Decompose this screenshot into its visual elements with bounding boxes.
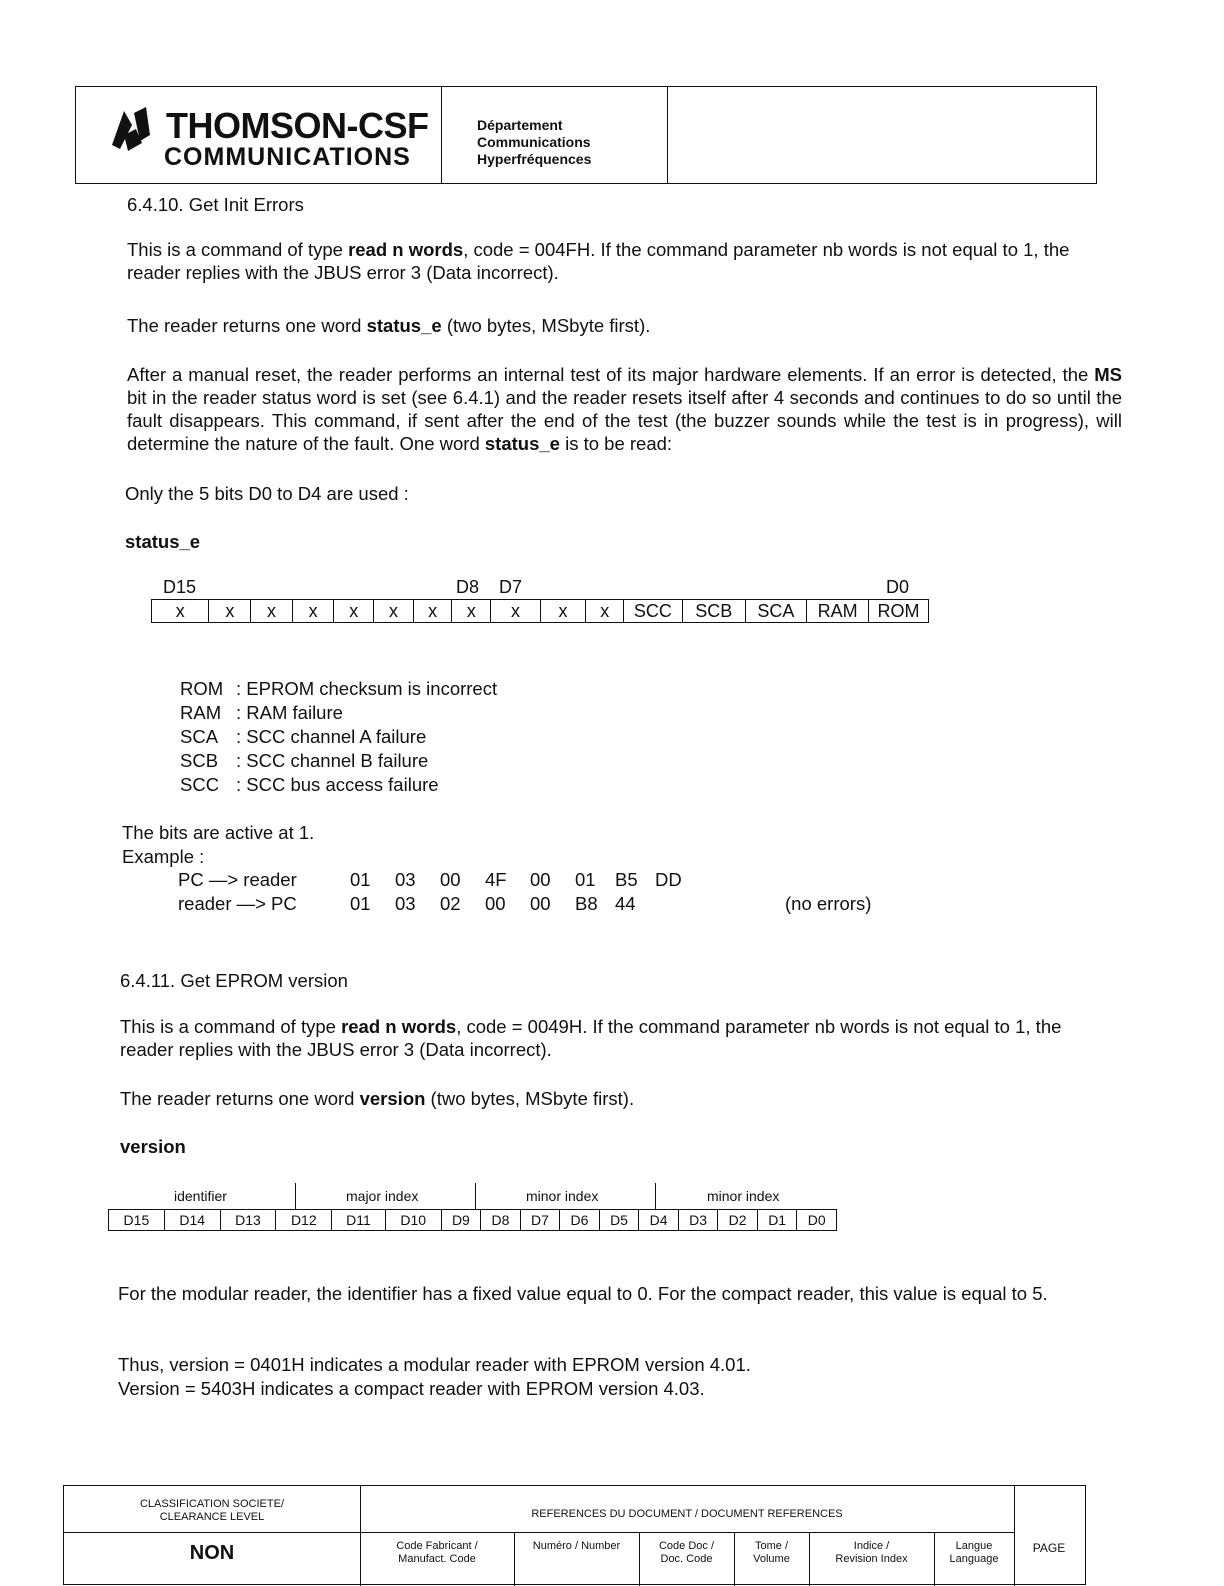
document-footer: [63, 1485, 1086, 1585]
department-line: Communications: [477, 134, 591, 150]
bold-text: read n words: [341, 1016, 457, 1037]
bit-cell: D13: [220, 1210, 276, 1231]
label-line: Doc. Code: [660, 1553, 713, 1565]
legend-code: SCA: [180, 726, 219, 747]
label-line: Code Fabricant /: [396, 1540, 478, 1552]
group-divider: [475, 1183, 476, 1209]
classification-value: NON: [189, 1542, 235, 1564]
bit-cell: D4: [639, 1210, 679, 1231]
byte-cell: [655, 892, 785, 916]
bold-text: status_e: [366, 315, 442, 336]
column-label: [934, 1540, 1014, 1566]
text: The reader returns one word: [127, 315, 367, 336]
byte-cell: 00: [485, 893, 506, 914]
legend-row: [180, 749, 497, 773]
paragraph: Thus, version = 0401H indicates a modular reader with EPROM version 4.01.: [118, 1354, 751, 1375]
bit-cell: D7: [520, 1210, 560, 1231]
bit-cell: D11: [332, 1210, 386, 1231]
register-name: version: [120, 1136, 186, 1157]
bit-cell: x: [334, 600, 374, 623]
bit-marker: D7: [499, 577, 523, 597]
bit-cell: x: [374, 600, 414, 623]
column-label: [514, 1540, 639, 1553]
legend-code: SCC: [180, 774, 220, 795]
legend-desc: : SCC bus access failure: [236, 774, 439, 795]
bit-cell: D1: [757, 1210, 797, 1231]
bit-cell: x: [491, 600, 541, 623]
paragraph: Version = 5403H indicates a compact reader with EPROM version 4.03.: [118, 1378, 705, 1399]
paragraph: [127, 238, 1122, 284]
bit-marker: D0: [886, 577, 910, 597]
bit-cell: D0: [797, 1210, 837, 1231]
bold-text: version: [359, 1088, 426, 1109]
page-label: PAGE: [1032, 1541, 1066, 1555]
column-label: [809, 1540, 934, 1566]
department-text: [477, 117, 591, 168]
section-heading: 6.4.11. Get EPROM version: [120, 970, 348, 991]
bit-cell: D3: [678, 1210, 718, 1231]
bit-cell: x: [152, 600, 209, 623]
label-line: Code Doc /: [658, 1540, 715, 1552]
bit-cell: D2: [718, 1210, 758, 1231]
table-row: [152, 600, 929, 623]
text: (two bytes, MSbyte first).: [425, 1088, 635, 1109]
bit-cell: x: [251, 600, 293, 623]
legend-desc: : EPROM checksum is incorrect: [236, 678, 498, 699]
group-divider: [295, 1183, 296, 1209]
label-line: Indice /: [853, 1540, 890, 1552]
byte-cell: 00: [530, 869, 551, 890]
group-divider: [655, 1183, 656, 1209]
bit-cell: D8: [481, 1210, 521, 1231]
divider: [360, 1486, 361, 1586]
bold-text: MS: [1094, 364, 1122, 385]
note-cell: (no errors): [785, 893, 872, 914]
label-line: Manufact. Code: [398, 1553, 476, 1565]
classification-label: [64, 1498, 360, 1524]
legend-row: [180, 773, 497, 797]
bit-cell: D10: [385, 1210, 441, 1231]
bit-cell: x: [292, 600, 334, 623]
byte-cell: 00: [530, 893, 551, 914]
references-title: REFERENCES DU DOCUMENT / DOCUMENT REFERENCES: [531, 1508, 843, 1520]
byte-cell: 00: [440, 869, 461, 890]
label-line: CLEARANCE LEVEL: [159, 1511, 265, 1523]
column-label: [360, 1540, 514, 1566]
group-label: major index: [346, 1188, 419, 1204]
legend-row: [180, 677, 497, 701]
divider: [1014, 1486, 1015, 1586]
group-label: minor index: [526, 1188, 599, 1204]
note-cell: [785, 868, 871, 892]
company-name: THOMSON-CSF: [166, 105, 429, 146]
department-line: Département: [477, 117, 563, 133]
register-name: status_e: [125, 531, 201, 552]
text: , code = 0049H. If the command parameter nb words is not equal to 1, the reader replies with the JBUS error 3 (Data incorrect).: [120, 1016, 1062, 1060]
bold-text: read n words: [348, 239, 464, 260]
paragraph: [127, 363, 1122, 455]
bit-marker: D15: [163, 577, 197, 597]
bit-cell: D9: [441, 1210, 481, 1231]
byte-cell: 44: [615, 893, 636, 914]
legend-code: ROM: [180, 678, 224, 699]
status-e-register-table: [151, 599, 929, 623]
paragraph: The bits are active at 1.: [122, 822, 315, 843]
bit-cell: D6: [560, 1210, 600, 1231]
byte-cell: 4F: [485, 869, 507, 890]
byte-cell: 03: [395, 869, 416, 890]
bit-cell: x: [540, 600, 586, 623]
company-logo-block: [76, 87, 442, 183]
text: bit in the reader status word is set (see 6.4.1) and the reader resets itself after 4 seconds and continues to do so until the fault disappears. This command, if sent after the end of the test (the buzzer sounds while the test is in progress), will determine the nature of the fault. One word: [127, 387, 1122, 454]
document-header: [75, 86, 1097, 184]
bit-cell: x: [209, 600, 251, 623]
text: This is a command of type: [127, 239, 349, 260]
paragraph: [127, 314, 1122, 337]
direction-cell: reader —> PC: [178, 893, 297, 914]
byte-cell: 01: [350, 893, 371, 914]
table-row: [109, 1210, 837, 1231]
example-row: [178, 868, 871, 892]
text: (two bytes, MSbyte first).: [441, 315, 651, 336]
thomson-logo-icon: [106, 105, 156, 155]
group-label: identifier: [174, 1188, 227, 1204]
legend-code: RAM: [180, 702, 222, 723]
company-division: COMMUNICATIONS: [164, 143, 411, 171]
legend-desc: : SCC channel A failure: [236, 726, 427, 747]
label-line: Revision Index: [835, 1553, 908, 1565]
text: After a manual reset, the reader performs an internal test of its major hardware elements. If an error is detected, the: [127, 364, 1095, 385]
paragraph: Only the 5 bits D0 to D4 are used :: [125, 483, 409, 504]
text: This is a command of type: [120, 1016, 342, 1037]
label-line: Tome /: [754, 1540, 788, 1552]
legend-desc: : SCC channel B failure: [236, 750, 429, 771]
text: , code = 004FH. If the command parameter nb words is not equal to 1, the reader replies with the JBUS error 3 (Data incorrect).: [127, 239, 1070, 283]
byte-cell: B5: [615, 869, 638, 890]
bit-cell: x: [586, 600, 624, 623]
byte-cell: DD: [655, 869, 682, 890]
label-line: Volume: [753, 1553, 790, 1565]
byte-cell: 01: [350, 869, 371, 890]
direction-cell: PC —> reader: [178, 869, 297, 890]
example-table: [178, 868, 871, 916]
label-line: Langue: [955, 1540, 993, 1552]
legend-row: [180, 701, 497, 725]
divider: [64, 1532, 1014, 1533]
text: The reader returns one word: [120, 1088, 360, 1109]
bit-marker: D8: [456, 577, 480, 597]
bit-cell: SCC: [624, 600, 683, 623]
bit-cell: x: [413, 600, 452, 623]
column-label: [734, 1540, 809, 1566]
bit-cell: x: [452, 600, 491, 623]
byte-cell: 02: [440, 893, 461, 914]
example-label: Example :: [122, 846, 205, 867]
section-heading: 6.4.10. Get Init Errors: [127, 194, 304, 215]
text: is to be read:: [559, 433, 673, 454]
byte-cell: B8: [575, 893, 598, 914]
bold-text: status_e: [484, 433, 560, 454]
bit-cell: RAM: [807, 600, 869, 623]
bit-cell: D12: [276, 1210, 332, 1231]
paragraph: [120, 1087, 634, 1110]
paragraph: For the modular reader, the identifier has a fixed value equal to 0. For the compact reader, this value is equal to 5.: [118, 1283, 1048, 1304]
bit-cell: D5: [599, 1210, 639, 1231]
example-row: [178, 892, 871, 916]
bit-cell: D14: [164, 1210, 220, 1231]
department-block: [441, 87, 668, 183]
byte-cell: 03: [395, 893, 416, 914]
version-register-table: [108, 1209, 837, 1231]
legend-code: SCB: [180, 750, 219, 771]
department-line: Hyperfréquences: [477, 151, 592, 167]
paragraph: [120, 1015, 1115, 1061]
group-label: minor index: [707, 1188, 780, 1204]
column-label: [639, 1540, 734, 1566]
bit-cell: SCB: [682, 600, 745, 623]
label-line: Language: [949, 1553, 999, 1565]
label-line: CLASSIFICATION SOCIETE/: [139, 1498, 285, 1510]
bit-cell: SCA: [745, 600, 807, 623]
bit-cell: ROM: [869, 600, 929, 623]
bit-cell: D15: [109, 1210, 165, 1231]
legend-desc: : RAM failure: [236, 702, 343, 723]
byte-cell: 01: [575, 869, 596, 890]
bit-legend: [180, 677, 497, 797]
legend-row: [180, 725, 497, 749]
label-line: Numéro / Number: [532, 1540, 621, 1552]
